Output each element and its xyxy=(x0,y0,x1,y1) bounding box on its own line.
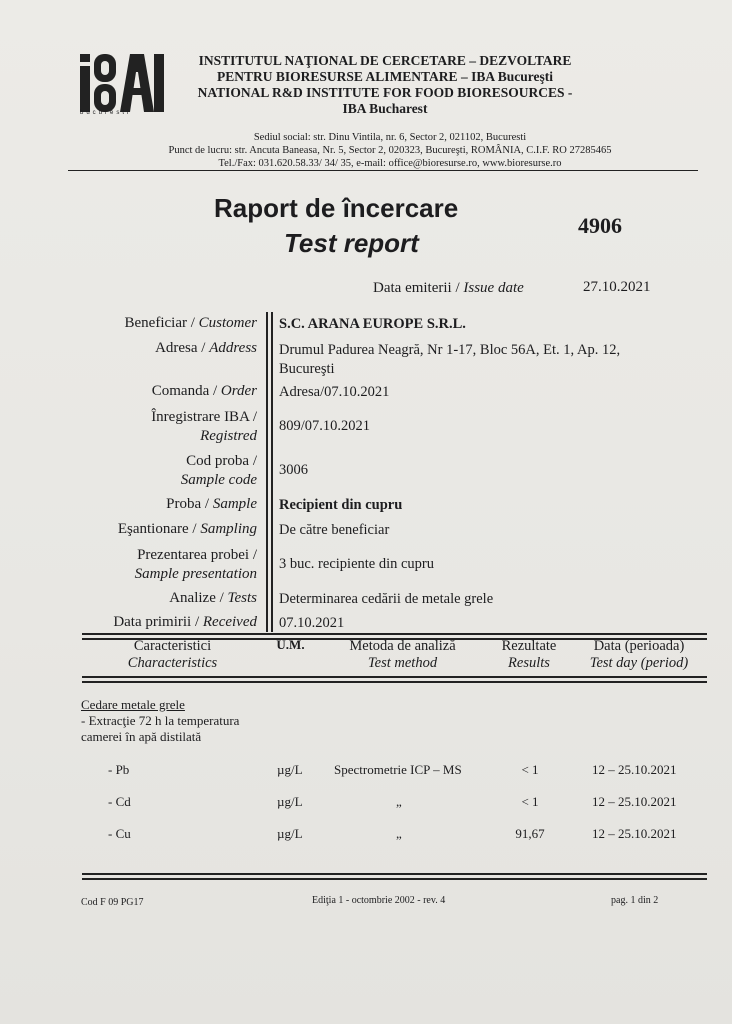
cell-um: µg/L xyxy=(277,762,303,777)
header-method: Metoda de analiză Test method xyxy=(349,638,456,671)
table-header-rule-2 xyxy=(82,681,707,683)
field-label: Adresa / Address xyxy=(155,340,257,356)
institute-line-2: PENTRU BIORESURSE ALIMENTARE – IBA Bucureşti xyxy=(217,69,553,84)
section-title: Cedare metale grele xyxy=(81,697,185,712)
cell-date: 12 – 25.10.2021 xyxy=(592,794,677,809)
issue-date-label: Data emiterii / Issue date xyxy=(373,280,524,296)
field-label: Comanda / Order xyxy=(151,383,257,399)
section-note-2: camerei în apă distilată xyxy=(81,729,202,744)
issue-date-value: 27.10.2021 xyxy=(583,279,651,295)
footer-edition: Ediţia 1 - octombrie 2002 - rev. 4 xyxy=(312,895,446,906)
field-label: Beneficiar / Customer xyxy=(124,315,257,331)
cell-um: µg/L xyxy=(277,794,303,809)
report-title-en: Test report xyxy=(284,228,419,258)
field-value: Adresa/07.10.2021 xyxy=(279,384,390,400)
address-line-2: Punct de lucru: str. Ancuta Baneasa, Nr. 5, Sector 2, 020323, Bucureşti, ROMÂNIA, C.I.F. RO 27285465 xyxy=(168,145,612,156)
field-label: Prezentarea probei / Sample presentation xyxy=(134,547,257,582)
institute-line-4: IBA Bucharest xyxy=(342,101,428,116)
info-divider-left xyxy=(266,312,268,632)
cell-method: „ xyxy=(396,794,402,809)
cell-char: - Pb xyxy=(108,762,130,777)
cell-result: 91,67 xyxy=(515,826,545,841)
logo-subtitle: bucuresti xyxy=(80,110,132,116)
section-note-1: - Extracţie 72 h la temperatura xyxy=(81,713,240,728)
field-label: Data primirii / Received xyxy=(113,614,257,630)
cell-um: µg/L xyxy=(277,826,303,841)
cell-result: < 1 xyxy=(521,762,539,777)
field-value: Recipient din cupru xyxy=(279,497,403,513)
cell-char: - Cd xyxy=(108,794,131,809)
field-label: Înregistrare IBA / Registred xyxy=(151,409,257,444)
report-title-ro: Raport de încercare xyxy=(214,193,459,223)
address-line-1: Sediul social: str. Dinu Vintila, nr. 6, Sector 2, 021102, Bucuresti xyxy=(253,132,527,143)
cell-date: 12 – 25.10.2021 xyxy=(592,826,677,841)
field-label: Proba / Sample xyxy=(166,496,257,512)
table-header-rule-1 xyxy=(82,676,707,678)
header-um: U.M. xyxy=(276,637,305,652)
report-number: 4906 xyxy=(578,213,622,238)
address-line-3: Tel./Fax: 031.620.58.33/ 34/ 35, e-mail: office@bioresurse.ro, www.bioresurse.ro xyxy=(218,158,562,169)
header-results: Rezultate Results xyxy=(501,638,557,671)
info-divider-right xyxy=(271,312,273,632)
field-label: Analize / Tests xyxy=(169,590,257,606)
table-bottom-rule-2 xyxy=(82,878,707,880)
footer-code: Cod F 09 PG17 xyxy=(81,897,144,908)
table-bottom-rule-1 xyxy=(82,873,707,875)
field-value: De către beneficiar xyxy=(279,522,390,538)
field-value: 07.10.2021 xyxy=(279,615,345,631)
footer-page: pag. 1 din 2 xyxy=(611,895,659,906)
header-divider xyxy=(68,170,698,171)
field-value: Drumul Padurea Neagră, Nr 1-17, Bloc 56A, Et. 1, Ap. 12, Bucureşti xyxy=(279,342,621,377)
institute-line-1: INSTITUTUL NAŢIONAL DE CERCETARE – DEZVOLTARE xyxy=(198,53,572,68)
cell-result: < 1 xyxy=(521,794,539,809)
field-value: 3006 xyxy=(279,462,308,478)
field-value: Determinarea cedării de metale grele xyxy=(279,591,494,607)
cell-method: „ xyxy=(396,826,402,841)
field-value: S.C. ARANA EUROPE S.R.L. xyxy=(279,316,466,332)
field-value: 809/07.10.2021 xyxy=(279,418,371,434)
table-top-rule-1 xyxy=(82,633,707,635)
iba-logo xyxy=(78,52,166,114)
header-date: Data (perioada) Test day (period) xyxy=(589,638,689,671)
cell-date: 12 – 25.10.2021 xyxy=(592,762,677,777)
field-label: Eşantionare / Sampling xyxy=(117,521,257,537)
cell-char: - Cu xyxy=(108,826,131,841)
institute-line-3: NATIONAL R&D INSTITUTE FOR FOOD BIORESOURCES - xyxy=(197,85,573,100)
field-label: Cod proba / Sample code xyxy=(180,453,257,488)
header-characteristics: Caracteristici Characteristics xyxy=(127,638,218,671)
field-value: 3 buc. recipiente din cupru xyxy=(279,556,435,572)
cell-method: Spectrometrie ICP – MS xyxy=(334,762,462,777)
